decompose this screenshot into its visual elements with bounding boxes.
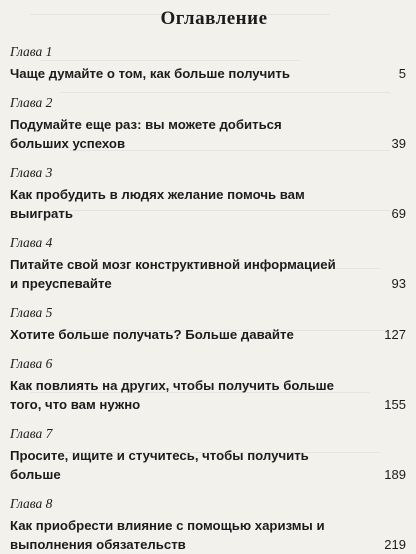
chapter-label: Глава 7 xyxy=(10,426,53,441)
chapter-label: Глава 5 xyxy=(10,305,53,320)
toc-entry-1 xyxy=(10,44,406,83)
table-of-contents xyxy=(10,6,406,554)
page-number: 69 xyxy=(391,206,406,221)
page-number: 127 xyxy=(384,327,406,342)
page-number: 219 xyxy=(384,537,406,552)
chapter-title: Питайте свой мозг конструктивной информацией и преуспевайте xyxy=(10,257,336,291)
page-title: Оглавление xyxy=(160,8,268,29)
page-number: 155 xyxy=(384,397,406,412)
chapter-title: Просите, ищите и стучитесь, чтобы получить больше xyxy=(10,448,309,482)
chapter-label: Глава 8 xyxy=(10,496,53,511)
toc-entry-7 xyxy=(10,426,406,484)
page-number: 39 xyxy=(391,136,406,151)
chapter-label: Глава 4 xyxy=(10,235,53,250)
chapter-label: Глава 2 xyxy=(10,95,53,110)
chapter-title: Хотите больше получать? Больше давайте xyxy=(10,327,294,342)
toc-entry-5 xyxy=(10,305,406,344)
chapter-label: Глава 3 xyxy=(10,165,53,180)
toc-entry-8 xyxy=(10,496,406,554)
chapter-title: Как приобрести влияние с помощью харизмы и выполнения обязательств xyxy=(10,518,325,552)
toc-entry-2 xyxy=(10,95,406,153)
chapter-title: Как повлиять на других, чтобы получить больше того, что вам нужно xyxy=(10,378,334,412)
toc-entry-6 xyxy=(10,356,406,414)
page-number: 189 xyxy=(384,467,406,482)
chapter-title: Как пробудить в людях желание помочь вам выиграть xyxy=(10,187,305,221)
chapter-label: Глава 6 xyxy=(10,356,53,371)
toc-entry-3 xyxy=(10,165,406,223)
chapter-title: Подумайте еще раз: вы можете добиться больших успехов xyxy=(10,117,282,151)
page-number: 5 xyxy=(398,66,406,81)
page-number: 93 xyxy=(391,276,406,291)
chapter-label: Глава 1 xyxy=(10,44,53,59)
chapter-title: Чаще думайте о том, как больше получить xyxy=(10,66,290,81)
toc-entry-4 xyxy=(10,235,406,293)
